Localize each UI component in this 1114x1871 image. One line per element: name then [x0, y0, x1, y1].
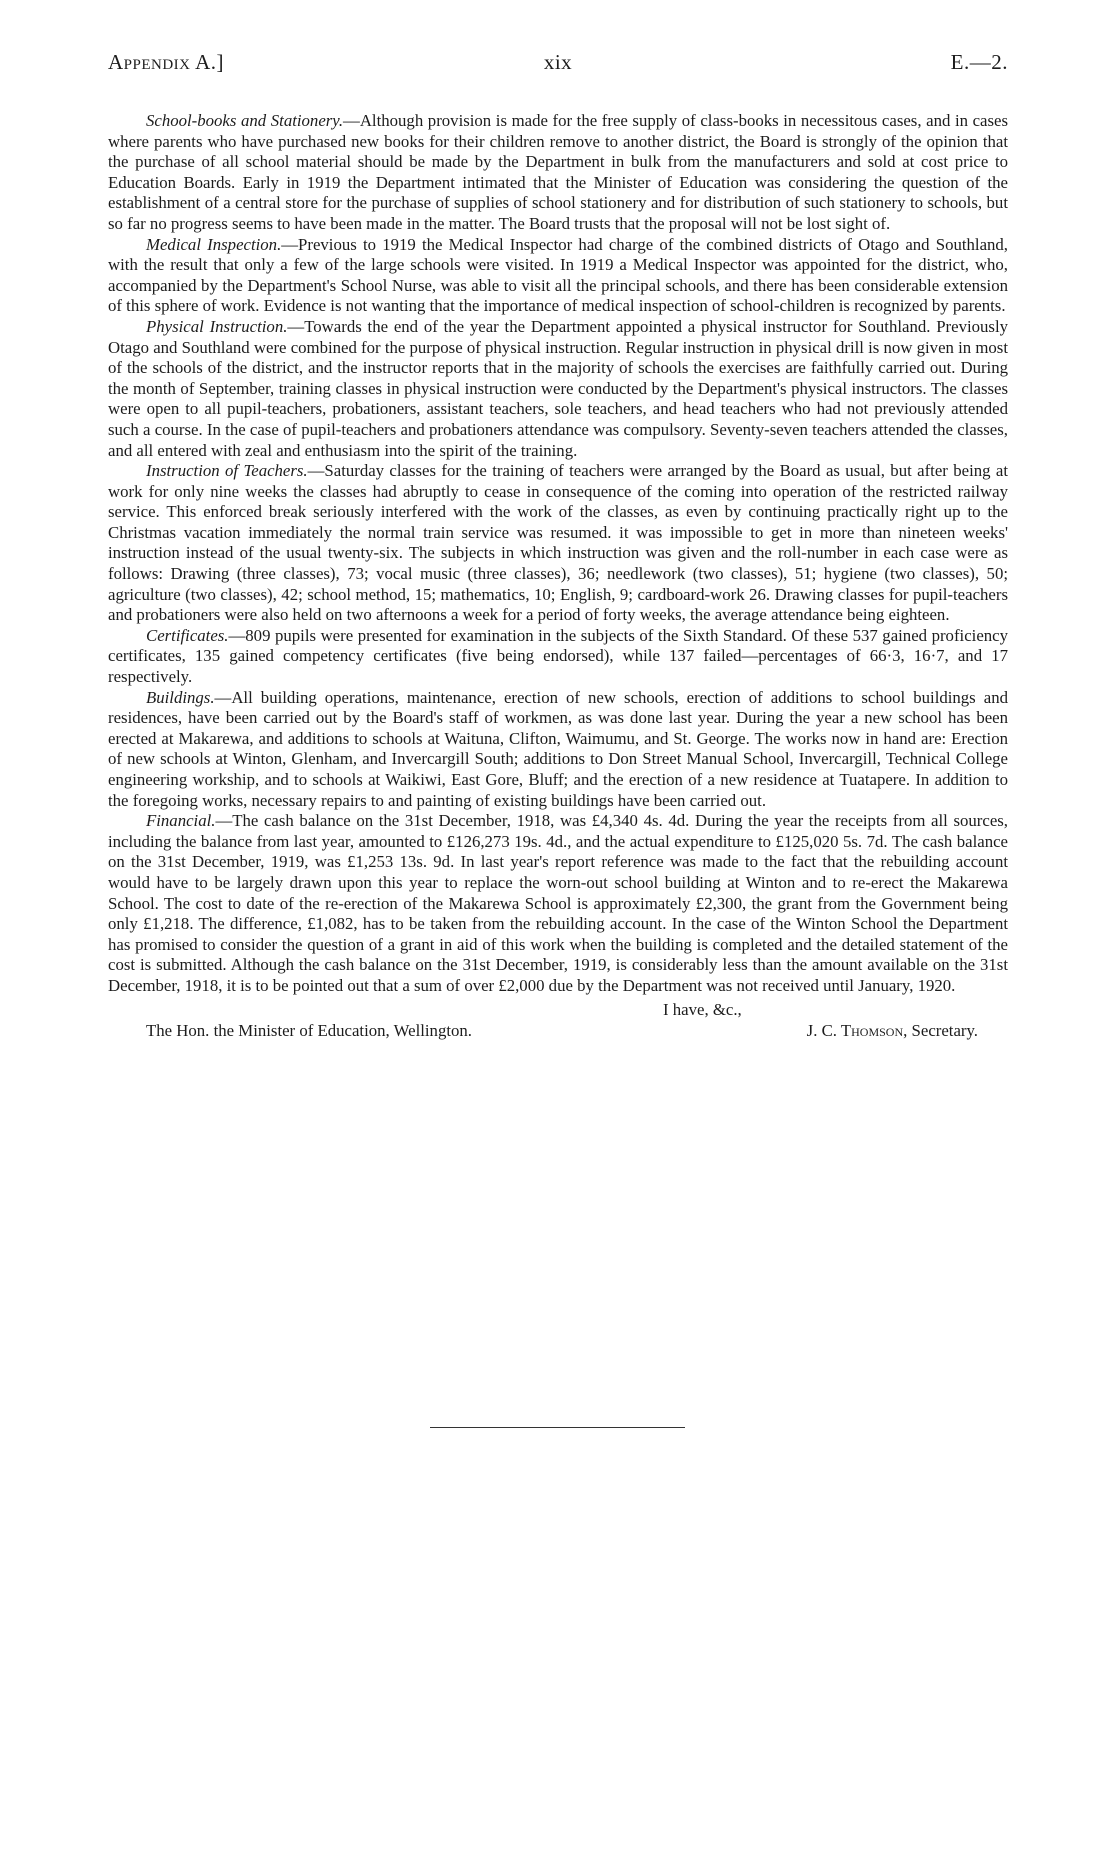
paragraph-heading: Certificates.	[146, 625, 229, 645]
appendix-label: Appendix A.]	[108, 50, 225, 74]
paragraph-heading: Financial.	[146, 811, 216, 831]
signature-name: J. C. Thomson	[806, 1020, 904, 1040]
paragraph-physical-instruction	[108, 317, 1008, 461]
paragraph-buildings	[108, 688, 1008, 812]
page-number: xix	[543, 50, 573, 74]
signature	[807, 1020, 978, 1041]
page-header	[108, 50, 1008, 75]
paragraph-heading: School-books and Stationery.	[146, 111, 344, 130]
end-rule-divider	[430, 1427, 685, 1428]
document-code: E.—2.	[950, 50, 1008, 74]
document-page	[108, 50, 1008, 1041]
salutation: I have, &c.,	[663, 999, 742, 1019]
paragraph-certificates	[108, 626, 1008, 688]
paragraph-text: —809 pupils were presented for examination in the subjects of the Sixth Standard. Of these 537 gained proficiency certificates, 135 gained competency certificates (five being endorsed), while 137 failed—percentages of 66·3, 16·7, and 17 respectively.	[108, 625, 1008, 687]
paragraph-heading: Medical Inspection.	[146, 234, 282, 254]
paragraph-school-books	[108, 111, 1008, 235]
paragraph-instruction-of-teachers	[108, 461, 1008, 626]
paragraph-text: —Previous to 1919 the Medical Inspector had charge of the combined districts of Otago and Southland, with the result that only a few of the large schools were visited. In 1919 a Medical Inspector was appointed for the district, who, accompanied by the Department's School Nurse, was able to visit all the principal schools, and there has been considerable extension of this sphere of work. Evidence is not wanting that the importance of medical inspection of school-children is recognized by parents.	[108, 234, 1008, 316]
signature-row	[108, 1020, 1008, 1041]
letter-closing	[108, 999, 1008, 1041]
paragraph-heading: Buildings.	[146, 687, 215, 707]
paragraph-medical-inspection	[108, 235, 1008, 317]
addressee: The Hon. the Minister of Education, Wellington.	[146, 1020, 472, 1040]
paragraph-heading: Physical Instruction.	[146, 316, 288, 336]
paragraph-text: —The cash balance on the 31st December, 1918, was £4,340 4s. 4d. During the year the receipts from all sources, including the balance from last year, amounted to £126,273 19s. 4d., and the actual expenditure to £125,020 5s. 7d. The cash balance on the 31st December, 1919, was £1,253 13s. 9d. In last year's report reference was made to the fact that the rebuilding account would have to be largely drawn upon this year to replace the worn-out school building at Winton and to re-erect the Makarewa School. The cost to date of the re-erection of the Makarewa School is approximately £2,300, the grant from the Government being only £1,218. The difference, £1,082, has to be taken from the rebuilding account. In the case of the Winton School the Department has promised to consider the question of a grant in aid of this work when the building is completed and the detailed statement of the cost is submitted. Although the cash balance on the 31st December, 1919, is considerably less than the amount available on the 31st December, 1918, it is to be pointed out that a sum of over £2,000 due by the Department was not received until January, 1920.	[108, 811, 1008, 995]
paragraph-text: —Although provision is made for the free supply of class-books in necessitous cases, and in cases where parents who have purchased new books for their children remove to another district, the Board is strongly of the opinion that the purchase of all school material should be made by the Department in bulk from the manufacturers and sold at cost price to Education Boards. Early in 1919 the Department intimated that the Minister of Education was considering the question of the establishment of a central store for the purchase of supplies of school stationery and for distribution of such stationery to schools, but so far no progress seems to have been made in the matter. The Board trusts that the proposal will not be lost sight of.	[108, 111, 1008, 233]
paragraph-text: —Saturday classes for the training of teachers were arranged by the Board as usual, but after being at work for only nine weeks the classes had abruptly to cease in consequence of the coming into operation of the restricted railway service. This enforced break seriously interfered with the work of the classes, as even by continuing practically right up to the Christmas vacation immediately the normal train service was resumed. it was impossible to get in more than nineteen weeks' instruction instead of the usual twenty-six. The subjects in which instruction was given and the roll-number in each case were as follows: Drawing (three classes), 73; vocal music (three classes), 36; needlework (two classes), 51; hygiene (two classes), 50; agriculture (two classes), 42; school method, 15; mathematics, 10; English, 9; cardboard-work 26. Drawing classes for pupil-teachers and probationers were also held on two afternoons a week for a period of forty weeks, the average attendance being eighteen.	[108, 461, 1008, 625]
paragraph-heading: Instruction of Teachers.	[146, 461, 308, 481]
paragraph-financial	[108, 811, 1008, 996]
paragraph-text: —All building operations, maintenance, erection of new schools, erection of additions to school buildings and residences, have been carried out by the Board's staff of workmen, as was done last year. During the year a new school has been erected at Makarewa, and additions to schools at Waituna, Clifton, Waimumu, and St. George. The works now in hand are: Erection of new schools at Winton, Glenham, and Invercargill South; additions to Don Street Manual School, Invercargill, Technical College engineering workship, and to schools at Waikiwi, East Gore, Bluff; and the erection of a new residence at Tuatapere. In addition to the foregoing works, necessary repairs to and painting of existing buildings have been carried out.	[108, 687, 1008, 810]
report-body	[108, 111, 1008, 997]
paragraph-text: —Towards the end of the year the Department appointed a physical instructor for Southland. Previously Otago and Southland were combined for the purpose of physical instruction. Regular instruction in physical drill is now given in most of the schools of the district, and the instructor reports that in the majority of schools the exercises are faithfully carried out. During the month of September, training classes in physical instruction were conducted by the Department's physical instructors. The classes were open to all pupil-teachers, probationers, assistant teachers, sole teachers, and head teachers who had not previously attended such a course. In the case of pupil-teachers and probationers attendance was compulsory. Seventy-seven teachers attended the classes, and all entered with zeal and enthusiasm into the spirit of the training.	[108, 316, 1008, 460]
signature-title: , Secretary.	[903, 1020, 978, 1040]
